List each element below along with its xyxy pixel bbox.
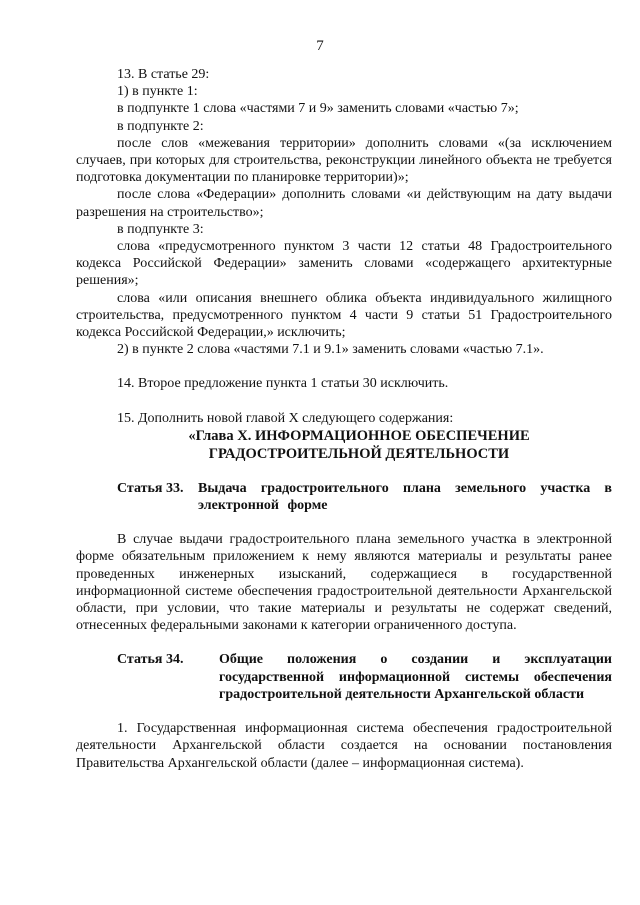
article-33-label: Статья 33. — [117, 480, 184, 496]
item-15-text: 15. Дополнить новой главой X следующего содержания: — [117, 410, 454, 426]
article-34-title: Общие положения о создании и эксплуатации государственной информационной системы обеспечения градостроительной деятельности Архангельской области — [219, 652, 612, 702]
article-33-heading — [76, 480, 612, 514]
subpoint-3-text-a: слова «предусмотренного пунктом 3 части 12 статьи 48 Градостроительного кодекса Российской Федерации» заменить словами «содержащего архитектурные решения»; — [76, 239, 612, 289]
article-34-heading — [76, 651, 612, 703]
page-number: 7 — [316, 38, 324, 54]
article-33-text: В случае выдачи градостроительного плана земельного участка в электронной форме обязательным приложением к нему являются материалы и результаты ранее проведенных инженерных изысканий, содержащиеся в государственной информационной системе обеспечения градостроительной деятельности Архангельской области, при условии, что такие материалы и результаты не содержат сведений, отнесенных федеральными законами к категории ограниченного доступа. — [76, 532, 612, 634]
subpoint-2-heading: в подпункте 2: — [117, 118, 204, 134]
chapter-title-line-1: «Глава X. ИНФОРМАЦИОННОЕ ОБЕСПЕЧЕНИЕ — [188, 427, 530, 444]
subpoint-3-text-b: слова «или описания внешнего облика объекта индивидуального жилищного строительства, предусмотренного пунктом 4 части 9 статьи 51 Градостроительного кодекса Российской Федерации,» исключить; — [76, 290, 612, 341]
chapter-title-line-2: ГРАДОСТРОИТЕЛЬНОЙ ДЕЯТЕЛЬНОСТИ — [208, 445, 510, 462]
article-34-text: 1. Государственная информационная система обеспечения градостроительной деятельности Архангельской области создается на основании постановления Правительства Архангельской области (далее – информационная система). — [76, 721, 612, 771]
article-33-title: Выдача градостроительного плана земельного участка в электронной форме — [198, 480, 612, 514]
subitem-1: 1) в пункте 1: — [117, 84, 198, 100]
subpoint-3-heading: в подпункте 3: — [117, 221, 204, 237]
chapter-title — [76, 427, 612, 463]
subitem-2-text: 2) в пункте 2 слова «частями 7.1 и 9.1» заменить словами «частью 7.1». — [117, 342, 544, 358]
document-body — [76, 66, 612, 772]
subpoint-2-text-a: после слов «межевания территории» дополнить словами «(за исключением случаев, при которых для строительства, реконструкции линейного объекта не требуется подготовка документации по планировке территории)»; — [76, 135, 612, 186]
subpoint-1-text: в подпункте 1 слова «частями 7 и 9» заменить словами «частью 7»; — [117, 101, 519, 117]
item-14-text: 14. Второе предложение пункта 1 статьи 30 исключить. — [117, 376, 449, 392]
subpoint-2-text-b: после слова «Федерации» дополнить словами «и действующим на дату выдачи разрешения на строительство»; — [76, 187, 612, 220]
article-34-label: Статья 34. — [117, 652, 184, 668]
item-13-heading: 13. В статье 29: — [117, 67, 210, 82]
